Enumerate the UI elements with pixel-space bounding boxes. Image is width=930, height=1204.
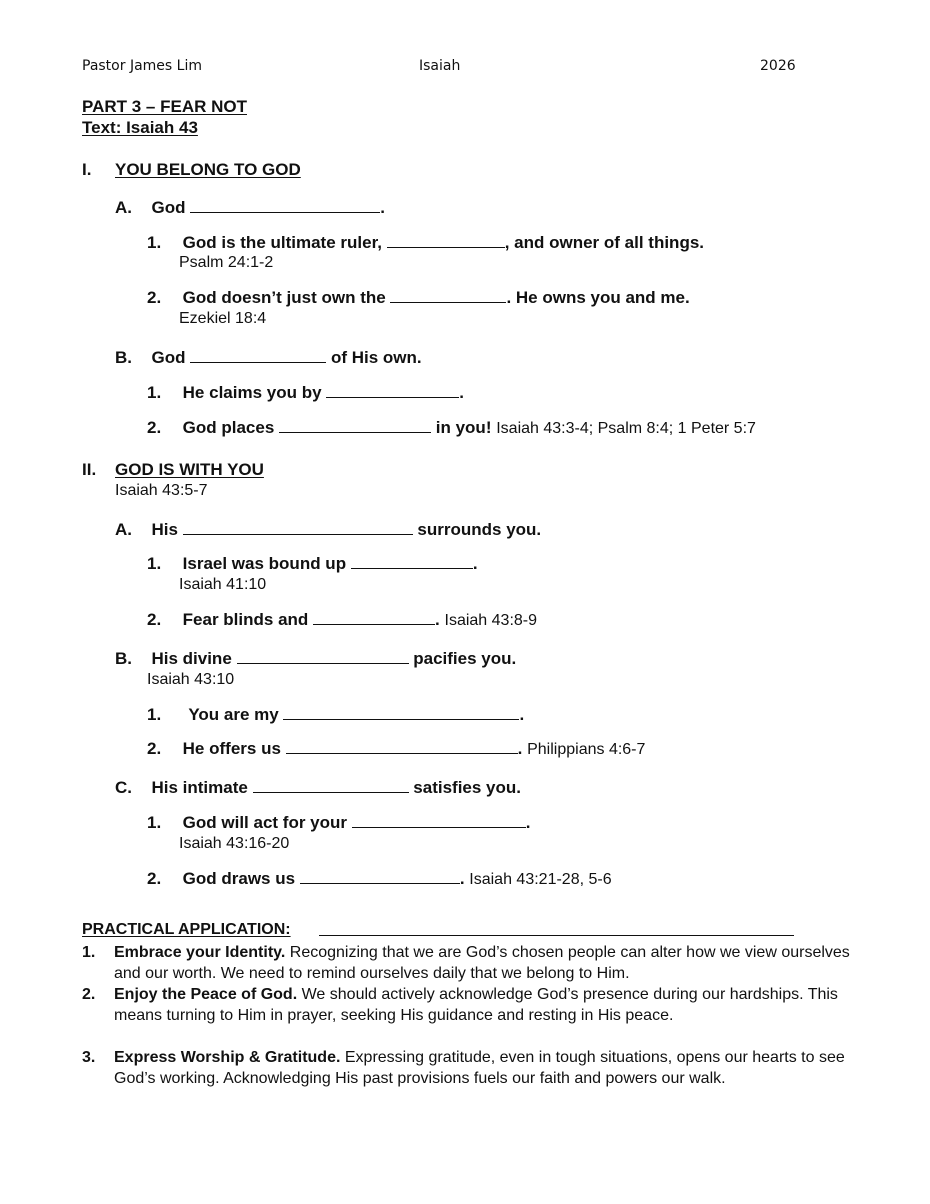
fill-blank[interactable] [237,649,409,664]
outline-text-after: . [517,739,523,758]
outline-text-after: , and owner of all things. [504,233,705,252]
outline-text-after: in you! [435,418,492,437]
outline-1B1 [147,383,464,403]
outline-2C2 [147,869,612,889]
outline-text-after: pacifies you. [413,649,517,668]
scripture-ref: Isaiah 43:16-20 [179,835,290,852]
application-text: We should actively acknowledge God’s presence during our hardships. This means turning to Him in prayer, seeking His guidance and resting in His peace. [114,986,838,1024]
outline-number: 1. [147,383,162,402]
header-book: Isaiah [419,58,461,74]
scripture-ref: Isaiah 43:10 [147,671,235,688]
scripture-ref: Isaiah 43:8-9 [444,612,538,629]
scripture-ref: Isaiah 41:10 [179,576,267,593]
outline-2A2 [147,610,537,630]
application-title: Embrace your Identity. [114,944,286,961]
outline-number: 2. [147,869,162,888]
outline-letter: C. [115,778,132,797]
fill-blank[interactable] [253,778,409,793]
fill-blank[interactable] [283,705,519,720]
section-2-number: II. [82,460,97,479]
outline-2B1 [147,705,524,725]
application-number: 1. [82,944,96,961]
outline-1B2 [147,418,756,438]
outline-1B [115,348,422,368]
outline-number: 2. [147,610,162,629]
outline-text: He claims you by [182,383,322,402]
fill-blank[interactable] [190,348,326,363]
outline-text: He offers us [182,739,281,758]
outline-text-after: satisfies you. [413,778,522,797]
section-1-number: I. [82,160,92,179]
outline-text-after: . [525,813,531,832]
outline-text-after: . [459,869,465,888]
application-text: Expressing gratitude, even in tough situations, opens our hearts to see God’s working. Acknowledging His past provisions fuels our faith and powers our walk. [114,1049,845,1087]
section-2-title: GOD IS WITH YOU [115,460,264,479]
application-number: 2. [82,986,96,1003]
outline-number: 2. [147,418,162,437]
fill-blank[interactable] [351,554,473,569]
outline-text-after: . He owns you and me. [506,288,690,307]
application-text: Recognizing that we are God’s chosen people can alter how we view ourselves and our worth. We need to remind ourselves daily that we belong to Him. [114,944,850,982]
application-item [82,1047,852,1089]
application-item [82,984,852,1026]
outline-1A1 [147,233,704,253]
outline-text: God [151,348,186,367]
outline-text-after: of His own. [330,348,422,367]
outline-text-after: . [435,610,440,629]
application-title: Express Worship & Gratitude. [114,1049,341,1066]
fill-blank[interactable] [352,813,526,828]
outline-text-after: . [380,198,385,217]
outline-1A2 [147,288,690,308]
outline-number: 2. [147,288,162,307]
fill-blank[interactable] [390,288,506,303]
fill-blank[interactable] [387,233,505,248]
outline-letter: B. [115,649,132,668]
outline-2B2 [147,739,645,759]
outline-2A1 [147,554,478,574]
fill-blank[interactable] [286,739,518,754]
outline-text: God will act for your [182,813,348,832]
outline-text-after: . [472,554,478,573]
outline-number: 1. [147,705,162,724]
outline-text-after: . [459,383,465,402]
section-1-title: YOU BELONG TO GOD [115,160,301,179]
fill-blank[interactable] [279,418,431,433]
header-author: Pastor James Lim [82,58,202,74]
fill-blank[interactable] [300,869,460,884]
fill-blank[interactable] [183,520,413,535]
application-number: 3. [82,1049,96,1066]
outline-1A [115,198,385,218]
outline-number: 2. [147,739,162,758]
text-reference: Text: Isaiah 43 [82,118,198,137]
outline-number: 1. [147,233,162,252]
outline-text: God doesn’t just own the [182,288,386,307]
outline-text-after: . [519,705,525,724]
outline-text: God [151,198,186,217]
outline-text: His divine [151,649,232,668]
fill-blank[interactable] [313,610,435,625]
outline-text: God is the ultimate ruler, [182,233,382,252]
outline-number: 1. [147,554,162,573]
part-title: PART 3 – FEAR NOT [82,97,247,116]
outline-text: His intimate [151,778,248,797]
scripture-ref: Philippians 4:6-7 [527,741,646,758]
application-heading: PRACTICAL APPLICATION: [82,921,291,938]
outline-text: Fear blinds and [182,610,309,629]
application-title: Enjoy the Peace of God. [114,986,298,1003]
application-heading-line [319,935,794,936]
outline-text: His [151,520,178,539]
scripture-ref: Isaiah 43:3-4; Psalm 8:4; 1 Peter 5:7 [496,420,756,437]
outline-2C1 [147,813,530,833]
fill-blank[interactable] [190,198,380,213]
scripture-ref: Isaiah 43:21-28, 5-6 [469,871,612,888]
outline-letter: B. [115,348,132,367]
outline-letter: A. [115,198,132,217]
outline-2A [115,520,541,540]
outline-text: God places [182,418,275,437]
scripture-ref: Isaiah 43:5-7 [115,482,208,499]
scripture-ref: Psalm 24:1-2 [179,254,274,271]
outline-number: 1. [147,813,162,832]
outline-text: Israel was bound up [182,554,347,573]
outline-letter: A. [115,520,132,539]
outline-text-after: surrounds you. [417,520,542,539]
application-item [82,942,852,984]
fill-blank[interactable] [326,383,459,398]
scripture-ref: Ezekiel 18:4 [179,310,267,327]
outline-text: You are my [188,705,279,724]
header-year: 2026 [760,58,796,74]
outline-2B [115,649,516,669]
outline-text: God draws us [182,869,296,888]
outline-2C [115,778,521,798]
